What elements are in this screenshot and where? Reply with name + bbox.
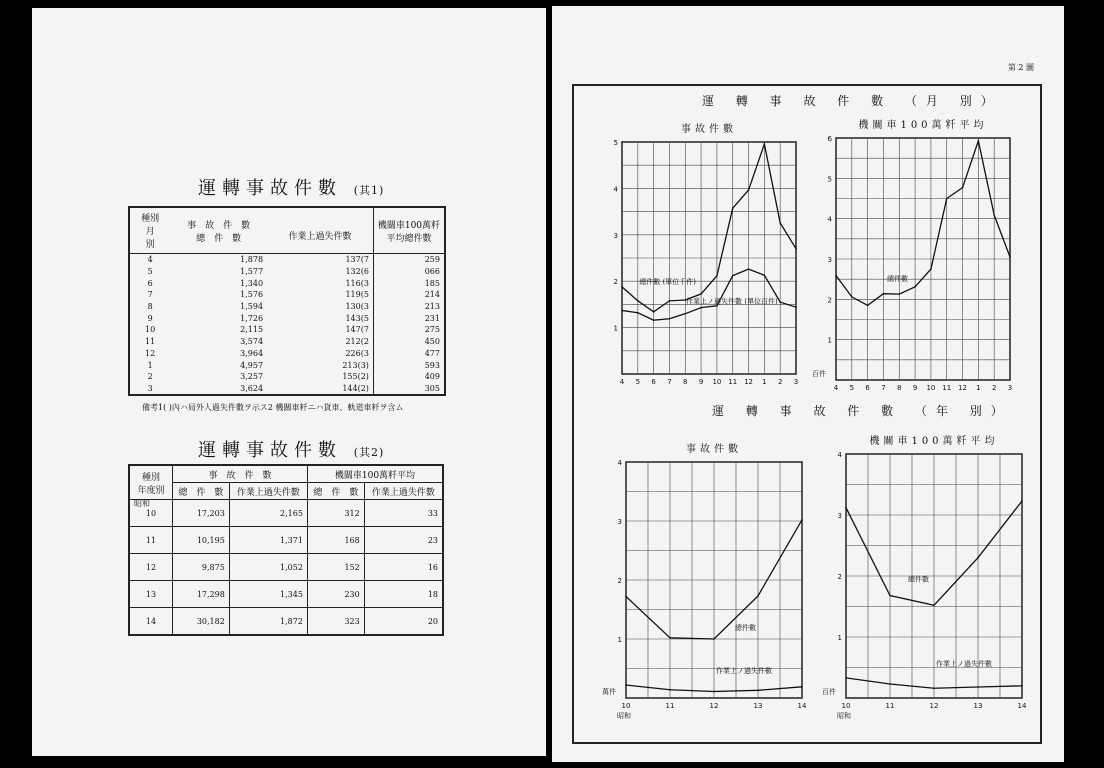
x-axis-label: 昭和	[837, 712, 851, 720]
x-tick-label: 9	[698, 378, 704, 386]
x-tick-label: 6	[651, 378, 656, 386]
table-row	[129, 608, 443, 636]
x-tick-label: 10	[712, 378, 722, 386]
table1-total-header: 事 故 件 數 總 件 數	[170, 207, 267, 254]
data-point	[653, 319, 655, 321]
table-cell-year: 13	[145, 589, 157, 599]
y-tick-label: 2	[837, 573, 842, 581]
x-tick-label: 8	[683, 378, 688, 386]
data-point	[700, 293, 702, 295]
table-cell-avg: 213	[373, 301, 445, 313]
data-point	[898, 293, 900, 295]
table-row	[129, 371, 445, 383]
yearly-accidents-chart	[596, 426, 816, 726]
table-row	[129, 348, 445, 360]
table-cell-avg: 409	[373, 371, 445, 383]
data-point	[669, 318, 671, 320]
x-tick-label: 13	[753, 702, 763, 710]
table-cell-avg: 275	[373, 324, 445, 336]
table-cell-work: 155(2)	[267, 371, 373, 383]
table-cell-avg: 066	[373, 266, 445, 278]
data-point	[977, 686, 979, 688]
table-cell-total: 3,574	[240, 337, 264, 347]
table-row	[129, 554, 443, 581]
data-point	[669, 637, 671, 639]
table-cell-avg_work: 16	[364, 554, 443, 581]
series-line	[836, 141, 1010, 306]
y-tick-label: 2	[827, 296, 832, 305]
data-point	[1009, 256, 1011, 258]
series-label: 作業上ノ過失件數	[936, 659, 992, 668]
data-point	[851, 296, 853, 298]
table2-header-row2	[129, 483, 443, 500]
x-tick-label: 14	[797, 702, 807, 710]
y-axis-label: 百件	[812, 370, 826, 378]
data-point	[845, 677, 847, 679]
table-cell-total: 1,878	[240, 255, 264, 265]
y-tick-label: 2	[613, 278, 618, 287]
data-point	[801, 686, 803, 688]
table-cell-work: 130(3	[267, 301, 373, 313]
data-point	[625, 684, 627, 686]
table-cell-year: 12	[145, 562, 157, 572]
x-tick-label: 9	[912, 384, 918, 392]
yearly-accident-table	[128, 464, 444, 636]
data-point	[732, 207, 734, 209]
data-point	[835, 275, 837, 277]
table-cell-total: 9,875	[173, 554, 230, 581]
x-tick-label: 12	[958, 384, 968, 392]
table-cell-total: 17,203	[173, 500, 230, 527]
table-cell-total: 17,298	[173, 581, 230, 608]
table-cell-work: 2,165	[229, 500, 307, 527]
data-point	[621, 286, 623, 288]
table-cell-year: 10	[145, 509, 157, 518]
x-tick-label: 11	[885, 702, 895, 710]
y-tick-label: 3	[613, 231, 618, 240]
series-label: 作業上ノ過失件數	[716, 667, 772, 676]
table-cell-total: 2,115	[240, 325, 264, 335]
table-cell-month: 3	[147, 383, 153, 393]
table-cell-year: 14	[145, 616, 157, 626]
table1-header	[129, 207, 445, 254]
data-point	[653, 311, 655, 313]
chart-title: 機關車100萬粁平均	[869, 436, 999, 447]
table-cell-work: 147(7	[267, 324, 373, 336]
data-point	[946, 198, 948, 200]
data-point	[962, 187, 964, 189]
table1-title: 運轉事故件數 (其1)	[198, 178, 385, 199]
data-point	[700, 307, 702, 309]
data-point	[716, 275, 718, 277]
series-line	[622, 269, 796, 320]
y-tick-label: 4	[827, 215, 832, 224]
data-point	[764, 143, 766, 145]
table-row	[129, 312, 445, 324]
table-cell-avg: 214	[373, 289, 445, 301]
table2-avg-work-header: 作業上過失件數	[364, 483, 443, 500]
data-point	[883, 293, 885, 295]
data-point	[801, 519, 803, 521]
table-cell-total: 30,182	[173, 608, 230, 636]
series-label: 總件數 (單位千件)	[639, 277, 696, 286]
data-point	[625, 596, 627, 598]
x-tick-label: 1	[976, 384, 981, 392]
table-row	[129, 359, 445, 371]
table2-avg-header: 機關車100萬粁平均	[307, 465, 443, 483]
table2-total-header: 總 件 數	[173, 483, 230, 500]
y-tick-label: 1	[827, 336, 832, 345]
x-tick-label: 7	[881, 384, 886, 392]
table-row	[129, 254, 445, 266]
data-point	[933, 604, 935, 606]
data-point	[764, 274, 766, 276]
y-axis-label: 百件	[822, 688, 836, 696]
y-tick-label: 3	[837, 512, 842, 520]
monthly-accidents-chart	[592, 116, 812, 396]
x-tick-label: 12	[709, 702, 719, 710]
x-tick-label: 11	[665, 702, 675, 710]
yearly-per-million-chart	[816, 422, 1036, 726]
table-cell-avg: 185	[373, 277, 445, 289]
data-point	[779, 301, 781, 303]
data-point	[732, 275, 734, 277]
table2-header-row1	[129, 465, 443, 483]
y-tick-label: 2	[617, 577, 622, 585]
x-tick-label: 14	[1017, 702, 1027, 710]
table-cell-work: 137(7	[267, 254, 373, 266]
data-point	[889, 595, 891, 597]
x-tick-label: 10	[621, 702, 631, 710]
table-cell-avg_total: 323	[307, 608, 364, 636]
data-point	[779, 222, 781, 224]
data-point	[637, 300, 639, 302]
table-row	[129, 527, 443, 554]
y-axis-label: 萬件	[602, 688, 616, 696]
table-row	[129, 266, 445, 278]
series-line	[622, 144, 796, 312]
table-cell-month: 12	[145, 348, 156, 358]
table-cell-month: 7	[147, 290, 153, 300]
monthly-accident-table	[128, 206, 446, 396]
data-point	[1021, 685, 1023, 687]
table-cell-total: 1,594	[240, 302, 264, 312]
series-label: 總件數	[887, 274, 908, 283]
table2-work-header: 作業上過失件數	[229, 483, 307, 500]
data-point	[977, 557, 979, 559]
data-point	[845, 507, 847, 509]
y-tick-label: 4	[613, 185, 618, 194]
data-point	[993, 214, 995, 216]
table-cell-month: 5	[147, 267, 153, 277]
series-label: 總件數	[908, 575, 929, 584]
table-cell-month: 10	[145, 325, 156, 335]
data-point	[621, 310, 623, 312]
table-cell-total: 1,576	[240, 290, 264, 300]
table-cell-avg_total: 230	[307, 581, 364, 608]
table2-corner: 種別 年度別	[129, 465, 173, 500]
table-row	[129, 301, 445, 313]
table-cell-month: 8	[147, 302, 153, 312]
x-tick-label: 5	[849, 384, 855, 392]
table-row	[129, 289, 445, 301]
table-cell-total: 1,577	[240, 267, 264, 277]
data-point	[637, 312, 639, 314]
data-point	[748, 189, 750, 191]
table1-corner: 種別 月 別	[129, 207, 170, 254]
table-cell-work: 213(3)	[267, 359, 373, 371]
x-tick-label: 1	[762, 378, 767, 386]
chart-title: 機關車100萬粁平均	[858, 120, 988, 131]
data-point	[713, 691, 715, 693]
table-cell-total: 3,964	[240, 348, 264, 358]
table-cell-avg: 593	[373, 359, 445, 371]
table-cell-work: 1,371	[229, 527, 307, 554]
table-cell-work: 226(3	[267, 348, 373, 360]
x-tick-label: 10	[841, 702, 851, 710]
table-cell-avg: 259	[373, 254, 445, 266]
data-point	[978, 140, 980, 142]
y-tick-label: 4	[617, 459, 622, 467]
y-tick-label: 3	[617, 518, 622, 526]
table-cell-avg_total: 152	[307, 554, 364, 581]
data-point	[867, 305, 869, 307]
series-label: 作業上ノ過失件數 (單位百件)	[686, 297, 778, 306]
table-cell-avg_work: 33	[364, 500, 443, 527]
table-cell-work: 132(6	[267, 266, 373, 278]
x-tick-label: 11	[728, 378, 738, 386]
x-tick-label: 11	[942, 384, 952, 392]
yearly-section-title: 運 轉 事 故 件 數 （年 別）	[712, 404, 1012, 418]
table-cell-work: 1,052	[229, 554, 307, 581]
y-tick-label: 1	[617, 636, 622, 644]
table2-avg-total-header: 總 件 數	[307, 483, 364, 500]
table2-title: 運轉事故件數 (其2)	[198, 440, 385, 461]
data-point	[933, 687, 935, 689]
table-cell-year: 11	[145, 535, 157, 545]
table-row	[129, 500, 443, 527]
x-tick-label: 6	[865, 384, 870, 392]
table-cell-avg: 305	[373, 383, 445, 396]
data-point	[1021, 500, 1023, 502]
x-tick-label: 10	[926, 384, 936, 392]
table-cell-avg_total: 312	[307, 500, 364, 527]
table-cell-month: 2	[147, 372, 153, 382]
y-tick-label: 1	[837, 634, 842, 642]
data-point	[889, 683, 891, 685]
y-tick-label: 6	[827, 135, 832, 143]
y-tick-label: 1	[613, 324, 618, 333]
table-cell-month: 6	[147, 278, 153, 288]
table-cell-month: 4	[147, 255, 153, 265]
table-row	[129, 581, 443, 608]
table2-accidents-header: 事 故 件 數	[173, 465, 308, 483]
y-tick-label: 5	[613, 139, 618, 147]
x-tick-label: 13	[973, 702, 983, 710]
data-point	[757, 690, 759, 692]
table-cell-total: 1,726	[240, 313, 264, 323]
table-cell-work: 212(2	[267, 336, 373, 348]
x-tick-label: 4	[619, 378, 625, 386]
table-row	[129, 277, 445, 289]
chart-title: 事故件數	[681, 124, 737, 135]
table-cell-avg: 477	[373, 348, 445, 360]
table-cell-total: 3,624	[240, 383, 264, 393]
data-point	[914, 286, 916, 288]
data-point	[930, 268, 932, 270]
table-cell-avg_total: 168	[307, 527, 364, 554]
data-point	[795, 248, 797, 250]
data-point	[713, 638, 715, 640]
table-cell-avg: 450	[373, 336, 445, 348]
table1-note: 備考1( )內ハ局外人過失件數ヲ示ス2 機關車粁ニハ貨車、軌道車粁ヲ含ム	[142, 403, 404, 412]
data-point	[748, 268, 750, 270]
table-row	[129, 336, 445, 348]
table-cell-avg: 231	[373, 312, 445, 324]
table1-work-header: 作業上過失件數	[267, 207, 373, 254]
x-tick-label: 3	[793, 378, 799, 386]
era-label: 昭和	[134, 499, 150, 508]
x-tick-label: 2	[777, 378, 783, 386]
table-cell-month: 9	[147, 313, 153, 323]
table-cell-work: 116(3	[267, 277, 373, 289]
y-tick-label: 5	[827, 175, 832, 184]
table-cell-total: 3,257	[240, 372, 264, 382]
table-cell-total: 10,195	[173, 527, 230, 554]
table-cell-total: 4,957	[240, 360, 264, 370]
data-point	[684, 313, 686, 315]
data-point	[669, 300, 671, 302]
table-row	[129, 324, 445, 336]
data-point	[669, 689, 671, 691]
table-cell-work: 1,872	[229, 608, 307, 636]
table-cell-work: 144(2)	[267, 383, 373, 396]
x-tick-label: 8	[897, 384, 902, 392]
x-tick-label: 4	[833, 384, 839, 392]
table-cell-work: 143(5	[267, 312, 373, 324]
y-tick-label: 4	[837, 451, 842, 459]
table-cell-avg_work: 18	[364, 581, 443, 608]
series-label: 總件數	[735, 623, 756, 632]
monthly-per-million-chart	[814, 112, 1034, 396]
right-page	[552, 6, 1064, 762]
y-tick-label: 3	[827, 256, 832, 264]
table-cell-work: 1,345	[229, 581, 307, 608]
x-tick-label: 12	[744, 378, 754, 386]
x-axis-label: 昭和	[617, 712, 631, 720]
table-cell-month: 1	[147, 360, 153, 370]
table-cell-total: 1,340	[240, 278, 264, 288]
x-tick-label: 12	[929, 702, 939, 710]
table-row	[129, 383, 445, 396]
left-page	[32, 8, 546, 756]
figure-number: 第 2 圖	[1007, 63, 1034, 72]
x-tick-label: 5	[635, 378, 641, 386]
table1-avg-header: 機關車100萬粁平均總件數	[373, 207, 445, 254]
table-cell-avg_work: 20	[364, 608, 443, 636]
x-tick-label: 3	[1007, 384, 1013, 392]
monthly-section-title: 運 轉 事 故 件 數 （月 別）	[702, 94, 1002, 108]
x-tick-label: 2	[991, 384, 997, 392]
chart-title: 事故件數	[686, 444, 742, 455]
table-cell-month: 11	[145, 337, 156, 347]
table-cell-avg_work: 23	[364, 527, 443, 554]
x-tick-label: 7	[667, 378, 672, 386]
data-point	[795, 306, 797, 308]
data-point	[757, 595, 759, 597]
table-cell-work: 119(5	[267, 289, 373, 301]
